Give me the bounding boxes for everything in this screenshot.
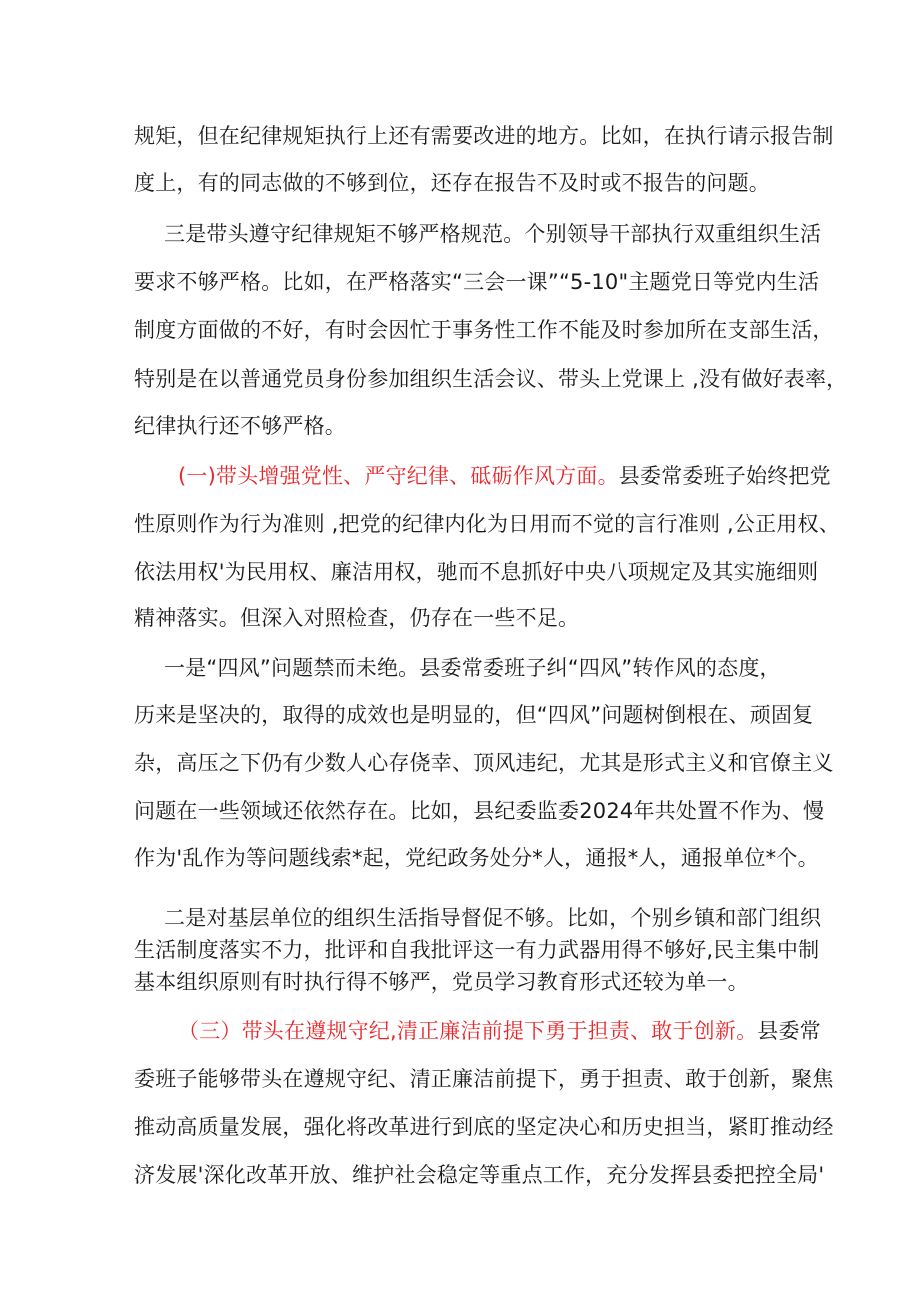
paragraph-line: 推动高质量发展，强化将改革进行到底的坚定决心和历史担当，紧盯推动经 <box>134 1115 834 1139</box>
paragraph-line: 二是对基层单位的组织生活指导督促不够。比如，个别乡镇和部门组织 <box>164 906 822 930</box>
paragraph-text: 县委常 <box>757 1019 821 1043</box>
section-heading: （三）带头在遵规守纪,清正廉洁前提下勇于担责、敢于创新。 <box>178 1019 758 1043</box>
paragraph-line: 济发展'深化改革开放、维护社会稳定等重点工作，充分发挥县委把控全局' <box>134 1163 825 1187</box>
paragraph-line: 生活制度落实不力，批评和自我批评这一有力武器用得不够好,民主集中制 <box>134 938 820 962</box>
paragraph-text: 县委常委班子始终把党 <box>618 464 831 488</box>
section-heading: (一)带头增强党性、严守纪律、砥砺作风方面。 <box>178 464 619 488</box>
paragraph-line: 基本组织原则有时执行得不够严，党员学习教育形式还较为单一。 <box>134 970 749 994</box>
paragraph-line: 一是“四风”问题禁而未绝。县委常委班子纠“四风”转作风的态度， <box>164 656 781 680</box>
paragraph-line: 精神落实。但深入对照检查，仍存在一些不足。 <box>134 606 580 630</box>
paragraph-line: 特别是在以普通党员身份参加组织生活会议、带头上党课上 ,没有做好表率， <box>134 367 848 391</box>
paragraph-line: 性原则作为行为准则 ,把党的纪律内化为日用而不觉的言行准则 ,公正用权、 <box>134 512 840 536</box>
paragraph-line: 问题在一些领域还依然存在。比如，县纪委监委2024年共处置不作为、慢 <box>134 799 825 823</box>
paragraph-line: 规矩，但在纪律规矩执行上还有需要改进的地方。比如，在执行请示报告制 <box>134 124 834 148</box>
section-heading-line <box>178 461 831 491</box>
paragraph-line: 三是带头遵守纪律规矩不够严格规范。个别领导干部执行双重组织生活 <box>164 222 822 246</box>
paragraph-line: 历来是坚决的，取得的成效也是明显的，但“四风”问题树倒根在、顽固复 <box>134 703 814 727</box>
paragraph-line: 度上，有的同志做的不够到位，还存在报告不及时或不报告的问题。 <box>134 171 770 195</box>
section-heading-line <box>178 1016 821 1046</box>
paragraph-line: 纪律执行还不够严格。 <box>134 414 346 438</box>
paragraph-line: 制度方面做的不好，有时会因忙于事务性工作不能及时参加所在支部生活， <box>134 318 834 342</box>
paragraph-line: 依法用权'为民用权、廉洁用权，驰而不息抓好中央八项规定及其实施细则 <box>134 560 819 584</box>
paragraph-line: 作为'乱作为等问题线索*起，党纪政务处分*人，通报*人，通报单位*个。 <box>134 846 819 870</box>
paragraph-line: 杂，高压之下仍有少数人心存侥幸、顶风违纪，尤其是形式主义和官僚主义 <box>134 751 834 775</box>
paragraph-line: 委班子能够带头在遵规守纪、清正廉洁前提下，勇于担责、敢于创新，聚焦 <box>134 1067 834 1091</box>
paragraph-line: 要求不够严格。比如，在严格落实“三会一课”“5-10"主题党日等党内生活 <box>134 270 820 294</box>
